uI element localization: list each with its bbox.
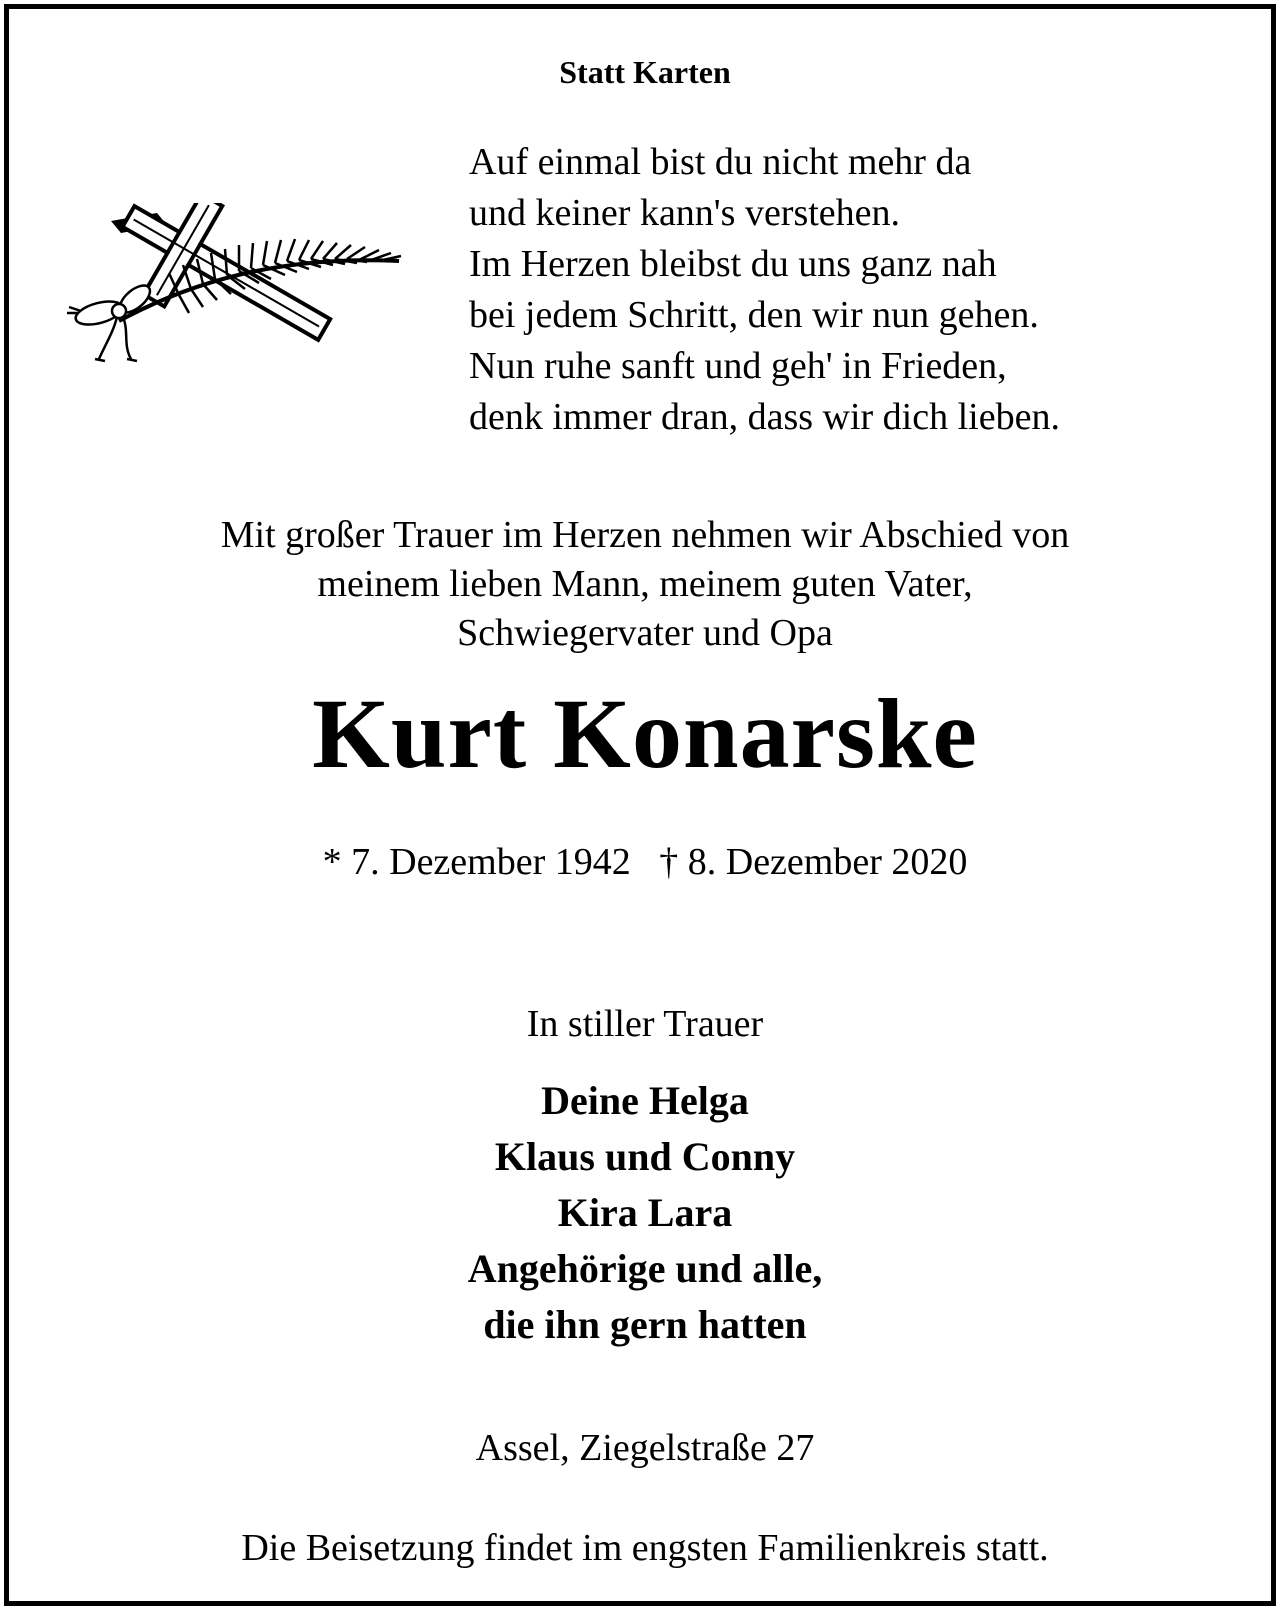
death-date: † 8. Dezember 2020 — [659, 841, 968, 883]
burial-note: Die Beisetzung findet im engsten Familienkreis statt. — [241, 1527, 1049, 1569]
mourner-line: Klaus und Conny — [494, 1134, 796, 1179]
birth-date: * 7. Dezember 1942 — [322, 841, 631, 883]
obituary-notice — [4, 4, 1276, 1606]
intro-line: Schwiegervater und Opa — [457, 612, 833, 654]
life-dates — [9, 839, 1280, 885]
mourner-line: Kira Lara — [557, 1190, 733, 1235]
notice-heading: Statt Karten — [559, 54, 731, 90]
poem-line: Nun ruhe sanft und geh' in Frieden, — [469, 345, 1007, 387]
mourners-list — [9, 1073, 1280, 1353]
poem-line: und keiner kann's verstehen. — [469, 192, 901, 234]
mourner-line: die ihn gern hatten — [483, 1302, 807, 1347]
poem-line: denk immer dran, dass wir dich lieben. — [469, 396, 1060, 438]
intro-line: Mit großer Trauer im Herzen nehmen wir Abschied von — [220, 514, 1070, 556]
farewell-intro — [9, 511, 1280, 658]
cross-with-palm-branch-and-bow-icon — [59, 203, 419, 383]
poem-line: Auf einmal bist du nicht mehr da — [469, 141, 972, 183]
mourner-line: Deine Helga — [541, 1078, 749, 1123]
intro-line: meinem lieben Mann, meinem guten Vater, — [317, 563, 973, 605]
deceased-name: Kurt Konarske — [312, 678, 978, 789]
address: Assel, Ziegelstraße 27 — [475, 1427, 815, 1469]
poem-line: Im Herzen bleibst du uns ganz nah — [469, 243, 997, 285]
mourner-line: Angehörige und alle, — [467, 1246, 823, 1291]
poem — [469, 137, 1249, 443]
poem-line: bei jedem Schritt, den wir nun gehen. — [469, 294, 1039, 336]
mourning-line: In stiller Trauer — [526, 1003, 764, 1045]
